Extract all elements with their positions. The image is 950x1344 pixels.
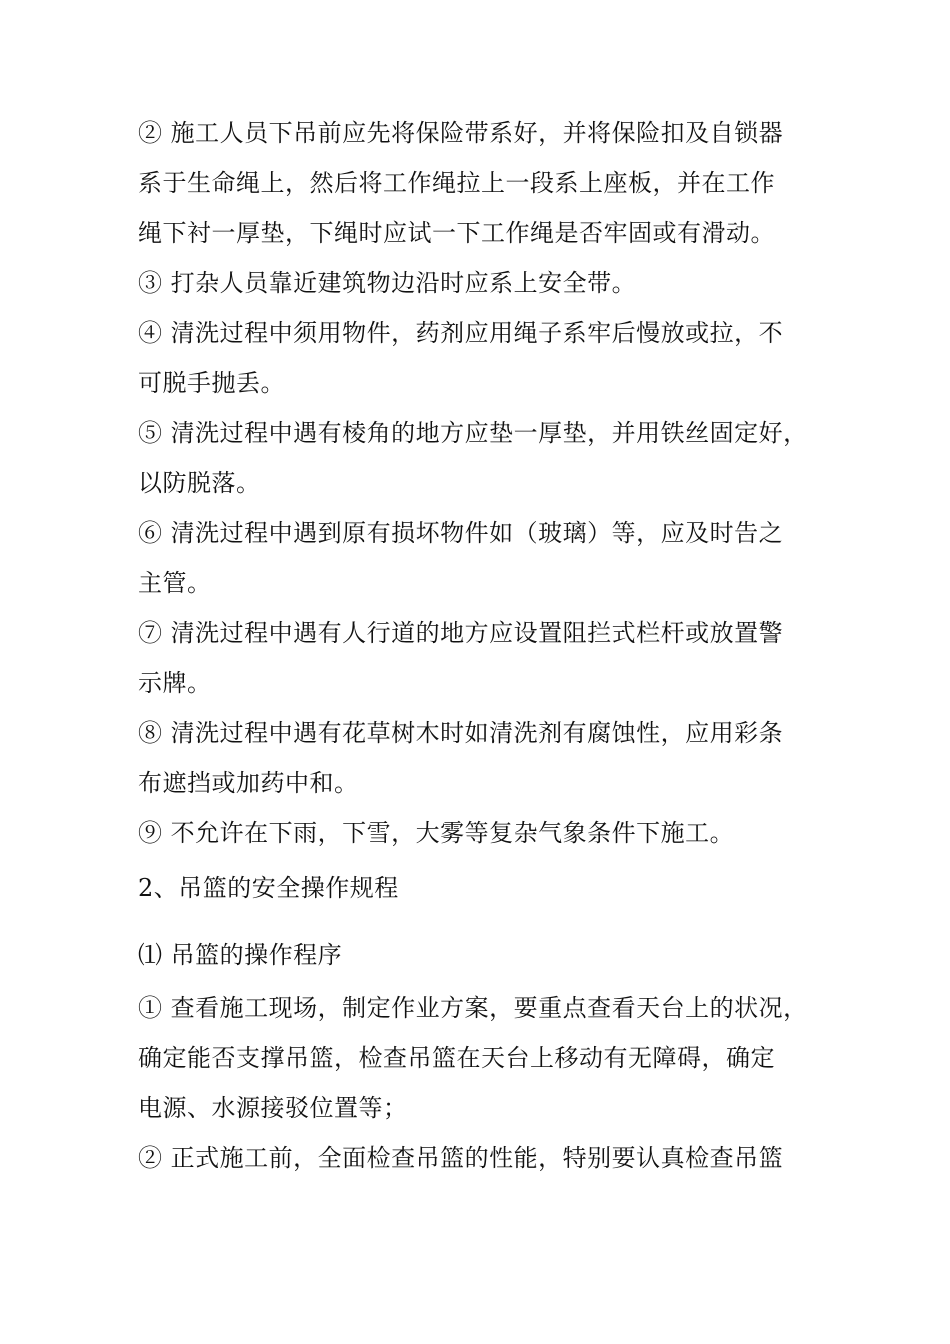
text-line: 示牌。 bbox=[138, 669, 212, 697]
text-line: 绳下衬一厚垫，下绳时应试一下工作绳是否牢固或有滑动。 bbox=[138, 219, 775, 247]
text-line: ⑤ 清洗过程中遇有棱角的地方应垫一厚垫，并用铁丝固定好， bbox=[138, 419, 808, 447]
section-heading: 2、吊篮的安全操作规程 bbox=[138, 874, 399, 902]
text-line: ② 正式施工前，全面检查吊篮的性能，特别要认真检查吊篮 bbox=[138, 1144, 784, 1172]
text-line: ⑥ 清洗过程中遇到原有损坏物件如（玻璃）等，应及时告之 bbox=[138, 519, 784, 547]
text-line: 系于生命绳上，然后将工作绳拉上一段系上座板，并在工作 bbox=[138, 169, 775, 197]
text-line: 可脱手抛丢。 bbox=[138, 369, 285, 397]
text-line: ⑨ 不允许在下雨，下雪，大雾等复杂气象条件下施工。 bbox=[138, 819, 735, 847]
text-line: 以防脱落。 bbox=[138, 469, 261, 497]
text-line: ② 施工人员下吊前应先将保险带系好，并将保险扣及自锁器 bbox=[138, 119, 784, 147]
text-line: ③ 打杂人员靠近建筑物边沿时应系上安全带。 bbox=[138, 269, 637, 297]
text-line: ⑦ 清洗过程中遇有人行道的地方应设置阻拦式栏杆或放置警 bbox=[138, 619, 784, 647]
subsection-heading: ⑴ 吊篮的操作程序 bbox=[138, 941, 343, 969]
text-line: 电源、水源接驳位置等； bbox=[138, 1094, 408, 1122]
text-line: ⑧ 清洗过程中遇有花草树木时如清洗剂有腐蚀性，应用彩条 bbox=[138, 719, 784, 747]
text-line: 确定能否支撑吊篮，检查吊篮在天台上移动有无障碍，确定 bbox=[138, 1044, 775, 1072]
text-line: 布遮挡或加药中和。 bbox=[138, 769, 359, 797]
text-line: 主管。 bbox=[138, 569, 212, 597]
text-line: ① 查看施工现场，制定作业方案，要重点查看天台上的状况， bbox=[138, 994, 808, 1022]
text-line: ④ 清洗过程中须用物件，药剂应用绳子系牢后慢放或拉，不 bbox=[138, 319, 784, 347]
